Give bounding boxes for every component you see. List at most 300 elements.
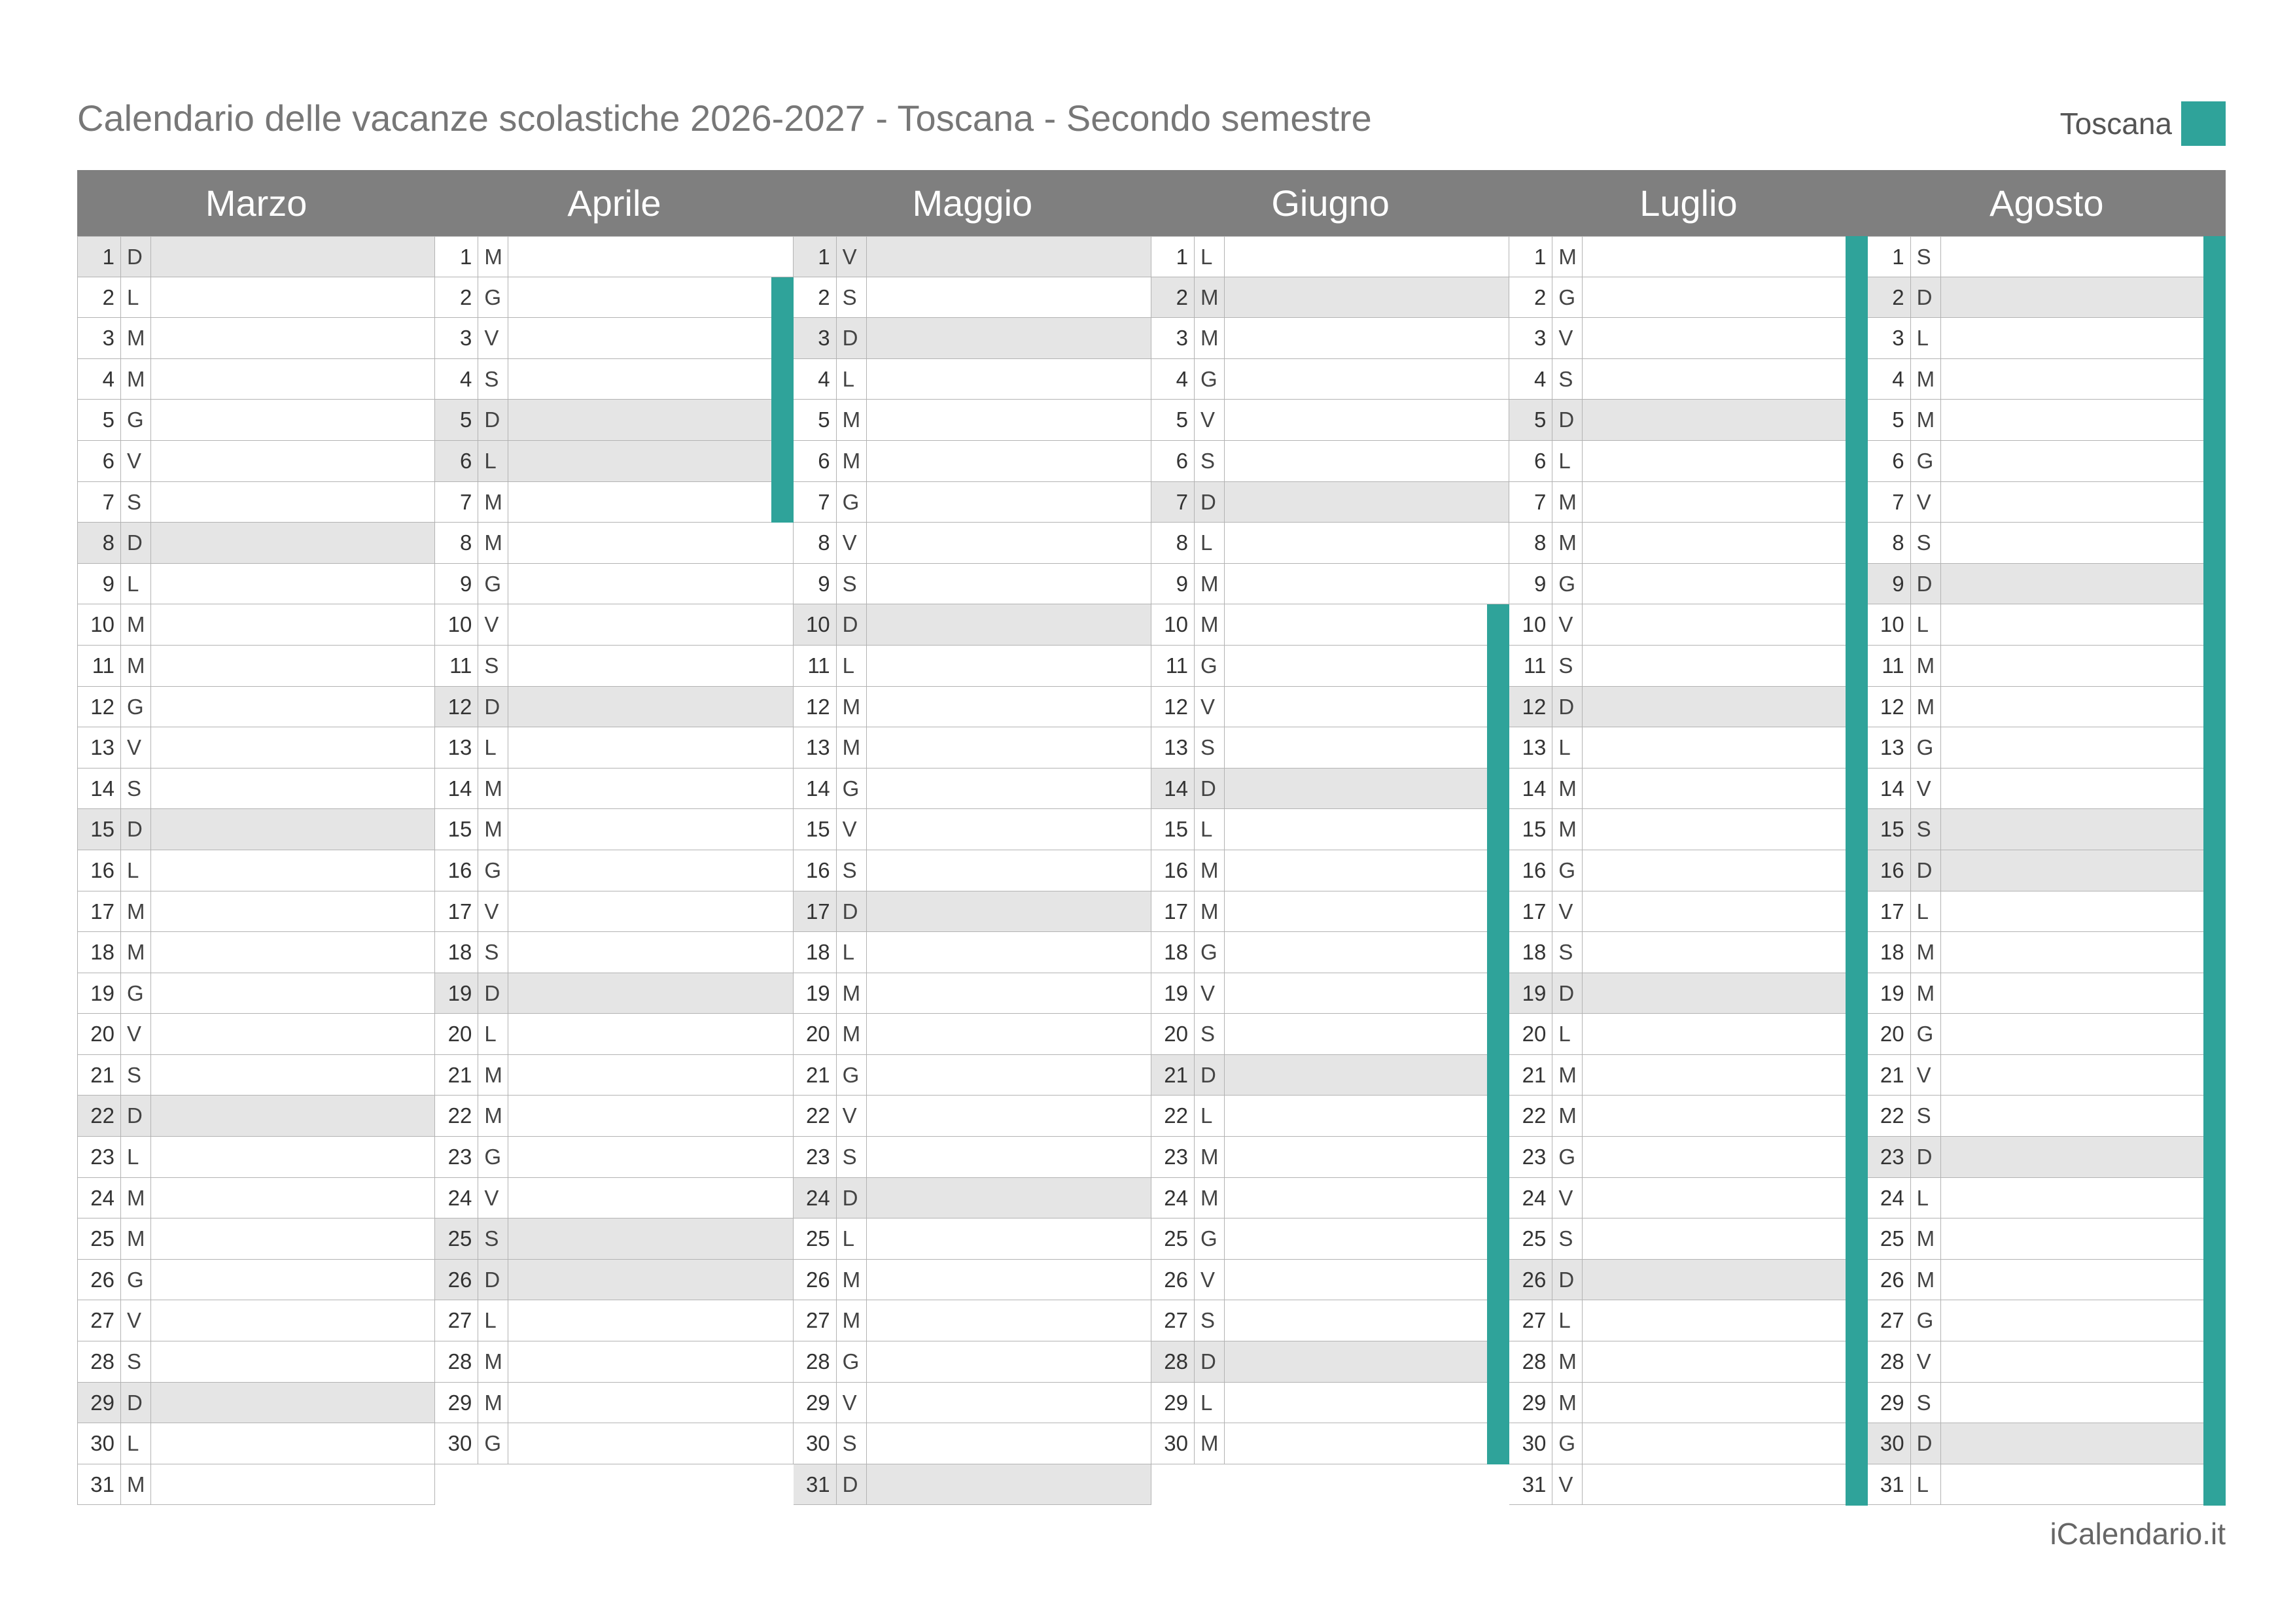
weekday-letter: G: [121, 687, 151, 727]
day-note-cell: [151, 1423, 434, 1464]
day-note-cell: [151, 973, 434, 1014]
weekday-letter: L: [1911, 1464, 1941, 1505]
day-note-cell: [1583, 932, 1866, 973]
day-number: 19: [1868, 973, 1911, 1014]
day-number: 23: [435, 1137, 478, 1177]
day-row: [1509, 400, 1867, 441]
day-row: [435, 1423, 793, 1464]
day-number: 3: [78, 318, 121, 358]
day-row: [1151, 359, 1509, 400]
day-note-cell: [1941, 1137, 2225, 1177]
weekday-letter: S: [1552, 646, 1583, 686]
day-number: 21: [1509, 1055, 1552, 1096]
weekday-letter: V: [837, 523, 867, 563]
day-number: 8: [1509, 523, 1552, 563]
day-note-cell: [867, 1137, 1151, 1177]
day-row: [1151, 932, 1509, 973]
day-note-cell: [1583, 482, 1866, 523]
weekday-letter: G: [1552, 564, 1583, 604]
day-note-cell: [1225, 973, 1509, 1014]
day-note-cell: [1225, 1341, 1509, 1382]
day-row: [794, 1423, 1151, 1464]
day-row: [77, 769, 435, 810]
day-number: 17: [1509, 891, 1552, 932]
day-note-cell: [1941, 482, 2225, 523]
day-row: [1868, 850, 2226, 891]
day-note-cell: [867, 441, 1151, 481]
day-number: 2: [78, 277, 121, 318]
weekday-letter: L: [121, 850, 151, 891]
day-note-cell: [867, 277, 1151, 318]
weekday-letter: V: [121, 1300, 151, 1341]
day-row: [1151, 277, 1509, 319]
day-row: [435, 1260, 793, 1301]
weekday-letter: D: [1911, 277, 1941, 318]
weekday-letter: G: [1911, 727, 1941, 768]
weekday-letter: M: [1552, 523, 1583, 563]
day-note-cell: [508, 441, 792, 481]
day-number: 15: [1868, 809, 1911, 850]
day-row: [77, 687, 435, 728]
day-number: 15: [794, 809, 837, 850]
day-note-cell: [1225, 1300, 1509, 1341]
day-number: 4: [78, 359, 121, 400]
day-note-cell: [1941, 237, 2225, 277]
day-row: [1151, 727, 1509, 769]
weekday-letter: L: [1552, 1014, 1583, 1054]
day-row: [794, 646, 1151, 687]
day-note-cell: [1583, 441, 1866, 481]
day-number: 5: [1868, 400, 1911, 440]
day-note-cell: [1225, 604, 1509, 645]
day-row: [1151, 1096, 1509, 1137]
day-number: 29: [1151, 1383, 1195, 1423]
weekday-letter: D: [1195, 1341, 1225, 1382]
day-note-cell: [867, 318, 1151, 358]
weekday-letter: V: [121, 441, 151, 481]
weekday-letter: L: [1195, 1383, 1225, 1423]
day-row: [1868, 1178, 2226, 1219]
day-note-cell: [1941, 523, 2225, 563]
day-note-cell: [867, 850, 1151, 891]
weekday-letter: G: [1195, 646, 1225, 686]
weekday-letter: V: [1552, 604, 1583, 645]
day-row: [1868, 1300, 2226, 1341]
day-row: [1151, 236, 1509, 277]
day-note-cell: [1583, 1341, 1866, 1382]
day-row: [1868, 646, 2226, 687]
day-note-cell: [508, 1055, 792, 1096]
weekday-letter: M: [121, 1178, 151, 1218]
day-number: 5: [78, 400, 121, 440]
day-number: 5: [1509, 400, 1552, 440]
weekday-letter: M: [837, 1014, 867, 1054]
day-note-cell: [1583, 1055, 1866, 1096]
day-number: 24: [78, 1178, 121, 1218]
weekday-letter: M: [1195, 564, 1225, 604]
day-row: [794, 1218, 1151, 1260]
day-number: 11: [78, 646, 121, 686]
weekday-letter: G: [478, 277, 508, 318]
day-note-cell: [508, 1178, 792, 1218]
day-note-cell: [1941, 646, 2225, 686]
day-number: 23: [1868, 1137, 1911, 1177]
weekday-letter: M: [1911, 646, 1941, 686]
weekday-letter: L: [837, 1218, 867, 1259]
weekday-letter: G: [1552, 1137, 1583, 1177]
day-number: 4: [435, 359, 478, 400]
day-number: 1: [435, 237, 478, 277]
weekday-letter: S: [478, 359, 508, 400]
day-number: 14: [78, 769, 121, 809]
day-note-cell: [867, 1260, 1151, 1300]
weekday-letter: G: [1911, 1014, 1941, 1054]
day-note-cell: [1225, 564, 1509, 604]
weekday-letter: S: [121, 1341, 151, 1382]
weekday-letter: S: [837, 277, 867, 318]
day-note-cell: [1583, 564, 1866, 604]
day-note-cell: [1941, 932, 2225, 973]
weekday-letter: M: [1552, 809, 1583, 850]
day-number: 9: [794, 564, 837, 604]
day-number: 12: [1509, 687, 1552, 727]
day-note-cell: [1225, 687, 1509, 727]
weekday-letter: M: [478, 523, 508, 563]
day-note-cell: [508, 687, 792, 727]
day-row: [1151, 1178, 1509, 1219]
day-row: [1151, 441, 1509, 482]
day-note-cell: [151, 727, 434, 768]
day-note-cell: [1941, 441, 2225, 481]
day-note-cell: [1583, 646, 1866, 686]
day-number: 14: [1151, 769, 1195, 809]
day-row: [435, 891, 793, 933]
day-number: 11: [1868, 646, 1911, 686]
day-number: 11: [794, 646, 837, 686]
weekday-letter: M: [121, 318, 151, 358]
weekday-letter: L: [1911, 891, 1941, 932]
weekday-letter: V: [1552, 1178, 1583, 1218]
day-row: [794, 932, 1151, 973]
weekday-letter: D: [121, 809, 151, 850]
day-row: [1151, 523, 1509, 564]
weekday-letter: G: [478, 850, 508, 891]
day-row: [1509, 236, 1867, 277]
day-number: 16: [1509, 850, 1552, 891]
weekday-letter: V: [1195, 400, 1225, 440]
day-row: [435, 727, 793, 769]
weekday-letter: M: [121, 932, 151, 973]
day-row: [435, 604, 793, 646]
day-row: [77, 1096, 435, 1137]
day-row: [1151, 687, 1509, 728]
day-number: 15: [1509, 809, 1552, 850]
weekday-letter: M: [837, 1260, 867, 1300]
weekday-letter: M: [1911, 1218, 1941, 1259]
day-number: 13: [78, 727, 121, 768]
day-number: 18: [1868, 932, 1911, 973]
day-note-cell: [508, 646, 792, 686]
day-row: [794, 400, 1151, 441]
weekday-letter: V: [1195, 1260, 1225, 1300]
day-row: [77, 1178, 435, 1219]
day-number: 26: [435, 1260, 478, 1300]
day-number: 15: [78, 809, 121, 850]
weekday-letter: D: [1552, 1260, 1583, 1300]
day-row: [1868, 1423, 2226, 1464]
day-row: [794, 809, 1151, 850]
day-note-cell: [867, 1055, 1151, 1096]
weekday-letter: M: [1552, 769, 1583, 809]
day-note-cell: [1583, 850, 1866, 891]
day-number: 30: [78, 1423, 121, 1464]
day-number: 17: [1868, 891, 1911, 932]
day-row: [1151, 604, 1509, 646]
vacation-bar: [1487, 604, 1509, 1464]
day-number: 24: [794, 1178, 837, 1218]
day-row: [794, 441, 1151, 482]
weekday-letter: D: [1195, 482, 1225, 523]
weekday-letter: S: [121, 482, 151, 523]
day-number: 8: [1151, 523, 1195, 563]
weekday-letter: S: [478, 1218, 508, 1259]
day-row: [77, 236, 435, 277]
day-note-cell: [151, 1178, 434, 1218]
weekday-letter: L: [1911, 604, 1941, 645]
day-number: 1: [1868, 237, 1911, 277]
day-number: 12: [794, 687, 837, 727]
day-number: 20: [1151, 1014, 1195, 1054]
day-note-cell: [867, 1464, 1151, 1505]
day-number: 29: [794, 1383, 837, 1423]
day-row: [1151, 1383, 1509, 1424]
day-row: [794, 1383, 1151, 1424]
weekday-letter: M: [837, 441, 867, 481]
day-row: [1868, 318, 2226, 359]
day-row: [435, 932, 793, 973]
day-row: [77, 604, 435, 646]
day-note-cell: [508, 604, 792, 645]
weekday-letter: V: [478, 318, 508, 358]
day-note-cell: [151, 1014, 434, 1054]
day-note-cell: [1225, 318, 1509, 358]
day-number: 16: [435, 850, 478, 891]
day-number: 8: [794, 523, 837, 563]
day-note-cell: [1583, 1178, 1866, 1218]
day-note-cell: [508, 523, 792, 563]
day-row: [77, 646, 435, 687]
day-note-cell: [151, 809, 434, 850]
day-number: 22: [794, 1096, 837, 1136]
day-note-cell: [1225, 523, 1509, 563]
day-note-cell: [867, 1178, 1151, 1218]
day-row: [1151, 1260, 1509, 1301]
weekday-letter: G: [121, 1260, 151, 1300]
day-row: [1151, 1218, 1509, 1260]
weekday-letter: S: [121, 1055, 151, 1096]
day-number: 10: [1151, 604, 1195, 645]
footer-brand: iCalendario.it: [2050, 1517, 2226, 1551]
weekday-letter: S: [1552, 932, 1583, 973]
weekday-letter: D: [478, 1260, 508, 1300]
day-row: [77, 400, 435, 441]
weekday-letter: M: [478, 769, 508, 809]
day-note-cell: [1583, 1423, 1866, 1464]
day-note-cell: [151, 1464, 434, 1505]
day-row: [1868, 1260, 2226, 1301]
weekday-letter: L: [478, 441, 508, 481]
day-note-cell: [508, 973, 792, 1014]
day-number: 28: [78, 1341, 121, 1382]
day-number: 13: [435, 727, 478, 768]
weekday-letter: V: [1911, 1341, 1941, 1382]
day-row: [77, 891, 435, 933]
day-row: [1868, 727, 2226, 769]
day-note-cell: [1941, 318, 2225, 358]
day-row: [435, 236, 793, 277]
day-row: [794, 277, 1151, 319]
day-row: [1509, 359, 1867, 400]
day-row: [435, 1300, 793, 1341]
day-number: 3: [435, 318, 478, 358]
day-row: [1868, 1218, 2226, 1260]
day-note-cell: [151, 1055, 434, 1096]
day-number: 26: [1509, 1260, 1552, 1300]
day-note-cell: [1583, 1014, 1866, 1054]
weekday-letter: S: [121, 769, 151, 809]
weekday-letter: D: [837, 604, 867, 645]
day-row: [77, 1218, 435, 1260]
day-row: [794, 1137, 1151, 1178]
day-number: 17: [1151, 891, 1195, 932]
weekday-letter: V: [1195, 973, 1225, 1014]
day-number: 5: [1151, 400, 1195, 440]
day-note-cell: [1225, 932, 1509, 973]
month-header-giugno: Giugno: [1271, 182, 1390, 224]
day-row: [1509, 1260, 1867, 1301]
day-note-cell: [1225, 1423, 1509, 1464]
day-number: 15: [435, 809, 478, 850]
day-row: [1509, 973, 1867, 1014]
day-row: [77, 1055, 435, 1096]
day-note-cell: [867, 1218, 1151, 1259]
day-note-cell: [867, 891, 1151, 932]
weekday-letter: S: [1195, 1014, 1225, 1054]
day-row: [794, 687, 1151, 728]
weekday-letter: L: [1552, 1300, 1583, 1341]
day-number: 2: [1151, 277, 1195, 318]
day-row: [1151, 973, 1509, 1014]
day-row: [1151, 850, 1509, 891]
day-note-cell: [1225, 1383, 1509, 1423]
day-number: 22: [1151, 1096, 1195, 1136]
weekday-letter: M: [478, 809, 508, 850]
weekday-letter: G: [1195, 932, 1225, 973]
day-row: [794, 1055, 1151, 1096]
day-number: 6: [1509, 441, 1552, 481]
day-number: 31: [78, 1464, 121, 1505]
month-column-luglio: [1509, 236, 1867, 1505]
weekday-letter: S: [837, 564, 867, 604]
day-row: [435, 1178, 793, 1219]
weekday-letter: M: [837, 687, 867, 727]
day-note-cell: [1583, 277, 1866, 318]
day-note-cell: [867, 1300, 1151, 1341]
day-number: 24: [435, 1178, 478, 1218]
day-note-cell: [508, 482, 792, 523]
day-note-cell: [867, 727, 1151, 768]
day-row: [1151, 769, 1509, 810]
day-note-cell: [867, 1014, 1151, 1054]
day-note-cell: [151, 277, 434, 318]
day-note-cell: [1225, 1137, 1509, 1177]
day-row: [1868, 932, 2226, 973]
day-row: [1868, 891, 2226, 933]
weekday-letter: L: [1911, 318, 1941, 358]
day-number: 25: [794, 1218, 837, 1259]
day-row: [435, 400, 793, 441]
weekday-letter: S: [837, 850, 867, 891]
weekday-letter: G: [478, 1137, 508, 1177]
day-number: 27: [435, 1300, 478, 1341]
month-header-agosto: Agosto: [1989, 182, 2104, 224]
weekday-letter: V: [1552, 318, 1583, 358]
day-row: [435, 1341, 793, 1383]
day-row: [1868, 1055, 2226, 1096]
day-row: [1151, 1300, 1509, 1341]
day-row: [1509, 687, 1867, 728]
day-row: [1868, 1014, 2226, 1055]
weekday-letter: D: [478, 400, 508, 440]
day-note-cell: [867, 973, 1151, 1014]
weekday-letter: V: [1911, 1055, 1941, 1096]
day-number: 30: [1151, 1423, 1195, 1464]
day-row: [794, 564, 1151, 605]
weekday-letter: V: [837, 1096, 867, 1136]
weekday-letter: G: [837, 482, 867, 523]
day-note-cell: [1583, 1096, 1866, 1136]
weekday-letter: L: [837, 932, 867, 973]
day-number: 18: [78, 932, 121, 973]
day-number: 23: [78, 1137, 121, 1177]
weekday-letter: M: [121, 891, 151, 932]
day-note-cell: [1941, 1055, 2225, 1096]
day-row: [794, 1260, 1151, 1301]
day-number: 30: [1868, 1423, 1911, 1464]
weekday-letter: L: [478, 1300, 508, 1341]
day-note-cell: [867, 1383, 1151, 1423]
day-row: [1509, 604, 1867, 646]
weekday-letter: V: [1911, 482, 1941, 523]
weekday-letter: M: [478, 1383, 508, 1423]
day-row: [77, 1464, 435, 1506]
day-note-cell: [151, 441, 434, 481]
day-row: [1151, 646, 1509, 687]
day-row: [1151, 1423, 1509, 1464]
day-number: 26: [78, 1260, 121, 1300]
day-note-cell: [508, 1260, 792, 1300]
weekday-letter: D: [837, 318, 867, 358]
weekday-letter: S: [1911, 809, 1941, 850]
day-note-cell: [1941, 1423, 2225, 1464]
day-number: 27: [794, 1300, 837, 1341]
day-row: [77, 850, 435, 891]
vacation-bar: [771, 277, 794, 523]
day-number: 13: [794, 727, 837, 768]
day-number: 9: [1868, 564, 1911, 604]
weekday-letter: G: [478, 564, 508, 604]
day-note-cell: [151, 318, 434, 358]
